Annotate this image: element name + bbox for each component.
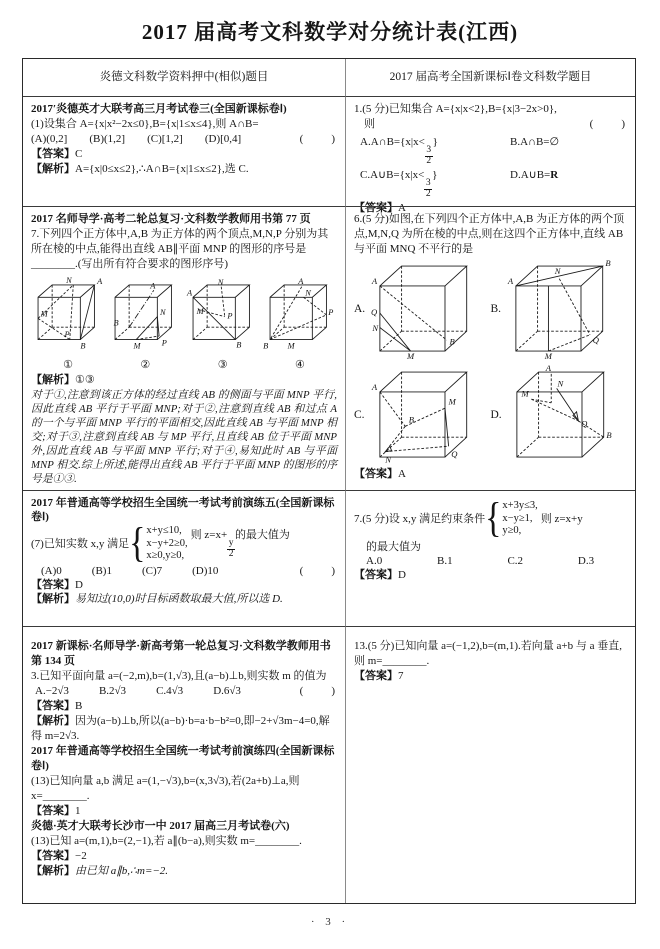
cube-diagram-3 [186, 274, 260, 354]
svg-text:N: N [160, 307, 166, 317]
options-line: A.−2√3 B.2√3 C.4√3 D.6√3 [35, 685, 241, 697]
source-line: 2017′炎德英才大联考高三月考试卷三(全国新课标卷Ⅰ) [31, 103, 287, 115]
svg-text:B: B [80, 341, 86, 351]
svg-text:N: N [217, 277, 223, 287]
cell-r3-right [345, 490, 635, 626]
cube-option-d [491, 363, 628, 467]
question-text: (13)已知向量 a,b 满足 a=(1,−√3),b=(x,3√3),若(2a+b)⊥a,则 x=________. [31, 775, 300, 802]
svg-text:Q: Q [371, 306, 378, 317]
analysis-line: 【解析】由已知 a∥b,∴m=−2. [31, 865, 169, 877]
options-line: (A)(0,2] (B)(1,2] (C)[1,2] (D)[0,4] [31, 133, 242, 145]
svg-text:M: M [407, 351, 415, 362]
svg-text:M: M [521, 388, 529, 399]
question-text: 1.(5 分)已知集合 A={x|x<2},B={x|3−2x>0}, [354, 103, 557, 115]
svg-text:M: M [544, 351, 553, 362]
svg-text:B: B [449, 336, 455, 347]
source-line: 炎德·英才大联考长沙市一中 2017 届高三月考试卷(六) [31, 820, 290, 832]
answer-line: 【答案】−2 [31, 850, 87, 862]
header-left: 炎德文科数学资料押中(相似)题目 [99, 71, 269, 83]
figure-caption: ① [63, 359, 73, 371]
svg-text:A: A [507, 276, 514, 287]
options-row-ab: A.A∩B={x|x< $\frac{3}{2}$ } B.A∩B=∅ [360, 136, 560, 166]
analysis-line: 【解析】A={x|0≤x≤2},∴A∩B={x|1≤x≤2},选 C. [31, 163, 249, 175]
figure-caption: B. [490, 302, 502, 315]
cube-figure-2 [108, 274, 182, 372]
cube-figures [354, 257, 627, 467]
source-line: 2017 名师导学·高考二轮总复习·文科数学教师用书第 77 页 [31, 213, 311, 225]
cube-diagram-c [367, 363, 485, 467]
cube-figure-1 [31, 274, 105, 372]
analysis-line: 【解析】易知过(10,0)时目标函数取最大值,所以选 D. [31, 592, 283, 605]
svg-text:M: M [40, 309, 48, 319]
svg-text:N: N [305, 288, 311, 298]
cube-diagram-1 [31, 274, 105, 354]
svg-text:P: P [162, 338, 168, 348]
cube-diagram-2 [108, 274, 182, 354]
question-text: 6.(5 分)如图,在下列四个正方体中,A,B 为正方体的两个顶点,M,N,Q 为所在棱的中点,则在这四个正方体中,直线 AB 与平面 MNQ 不平行的是 [354, 213, 625, 255]
figure-caption: ④ [295, 359, 305, 371]
page-title: 2017 届高考文科数学对分统计表(江西) [141, 20, 519, 44]
options-line: (A)0 (B)1 (C)7 (D)10 [41, 564, 219, 577]
svg-text:Q: Q [450, 449, 458, 460]
svg-text:B: B [263, 341, 269, 351]
svg-text:Q: Q [592, 334, 599, 345]
svg-text:P: P [64, 329, 70, 339]
svg-text:M: M [287, 341, 295, 351]
cell-r1-right [345, 96, 635, 214]
question-text: 13.(5 分)已知向量 a=(−1,2),b=(m,1).若向量 a+b 与 a 垂直,则 m=________. [354, 640, 622, 667]
analysis-line: 【解析】①③ [31, 374, 95, 386]
cube-diagram-b [503, 257, 621, 361]
answer-line: 【答案】A [354, 468, 406, 480]
source-line: 2017 新课标·名师导学·新高考第一轮总复习·文科数学教师用书第 134 页 [31, 640, 331, 667]
figure-caption: A. [354, 302, 366, 315]
svg-text:B: B [606, 430, 612, 441]
svg-text:N: N [384, 454, 391, 465]
choice-paren: ( ) [299, 564, 337, 577]
answer-line: 【答案】D [31, 578, 83, 591]
analysis-line: 【解析】因为(a−b)⊥b,所以(a−b)·b=a·b−b²=0,即−2+√3m−4=0,解得 m=2√3. [31, 715, 330, 742]
svg-text:P: P [328, 307, 334, 317]
answer-line: 【答案】B [31, 700, 83, 712]
svg-text:M: M [133, 341, 141, 351]
svg-text:A: A [186, 288, 192, 298]
svg-text:B: B [605, 258, 611, 269]
page-number: · 3 · [310, 916, 350, 928]
options-line: A.0 B.1 C.2 D.3 [366, 554, 595, 567]
analysis-paragraph: 对于①,注意到该正方体的经过直线 AB 的侧面与平面 MNP 平行,因此直线 AB 平行于平面 MNP;对于②,注意到直线 AB 和过点 A 的一个与平面 MNP 平行的平面相交,因此直线 AB 与平面 MNP 相交;对于③,注意到直线 AB 与 MP 平行,且直线 AB 位于平面 MNP 外,因此直线 AB 与平面 MNP 平行;对于④,易知此时 AB 与平面 MNP 相交.综上所述,能得出直线 AB 平行于平面 MNP 的图形的序号是①③. [31, 389, 337, 485]
cube-option-b [491, 257, 628, 361]
header-right: 2017 届高考全国新课标Ⅰ卷文科数学题目 [345, 59, 635, 96]
svg-text:A: A [372, 276, 378, 287]
svg-text:P: P [227, 311, 233, 321]
brace: { [129, 520, 146, 567]
svg-text:A: A [545, 363, 551, 374]
figure-caption: C. [354, 408, 365, 421]
cell-r1-left [23, 96, 345, 206]
choice-paren: ( ) [299, 685, 337, 697]
svg-text:A: A [97, 277, 103, 287]
svg-text:B: B [408, 414, 414, 425]
question-text: (13)已知 a=(m,1),b=(2,−1),若 a∥(b−a),则实数 m=________. [31, 835, 302, 847]
question-text: 3.已知平面向量 a=(−2,m),b=(1,√3),且(a−b)⊥b,则实数 m 的值为 ( ) [31, 670, 337, 697]
svg-text:N: N [372, 323, 379, 334]
figure-caption: ② [140, 359, 151, 371]
answer-line: 【答案】7 [354, 670, 404, 682]
choice-paren: ( ) [299, 133, 337, 145]
options-row-cd: C.A∪B={x|x< $\frac{3}{2}$ } D.A∪B=R [360, 169, 559, 199]
svg-text:M: M [448, 396, 456, 407]
answer-line: 【答案】1 [31, 805, 81, 817]
cell-r2-left [23, 206, 345, 490]
cell-r2-right [345, 206, 635, 490]
cube-diagram-a [367, 257, 485, 361]
figure-caption: ③ [217, 359, 228, 371]
svg-text:Q: Q [580, 418, 587, 429]
cube-figures [31, 274, 337, 372]
question-text: 7.下列四个正方体中,A,B 为正方体的两个顶点,M,N,P 分别为其所在棱的中点,能得出直线 AB∥平面 MNP 的图形的序号是________.(写出所有符合要求的图形序号) [31, 228, 329, 270]
paren-line: 则 ( ) [364, 118, 627, 130]
svg-text:A: A [150, 281, 156, 291]
figure-caption: D. [490, 408, 502, 421]
svg-text:B: B [113, 318, 119, 328]
svg-text:A: A [298, 277, 304, 287]
brace: { [485, 495, 502, 542]
cell-r3-left [23, 490, 345, 626]
cell-r4-right [345, 626, 635, 903]
source-line: 2017 年普通高等学校招生全国统一考试考前演练四(全国新课标卷Ⅰ) [31, 745, 335, 772]
svg-text:N: N [554, 266, 561, 277]
cube-figure-4 [263, 274, 337, 372]
source-line: 2017 年普通高等学校招生全国统一考试考前演练五(全国新课标卷Ⅰ) [31, 497, 335, 523]
cell-r4-left [23, 626, 345, 903]
svg-text:N: N [557, 378, 563, 389]
svg-text:N: N [66, 276, 72, 286]
question-text: 的最大值为 [366, 540, 421, 553]
cube-option-a [354, 257, 491, 361]
answer-line: 【答案】A [354, 202, 406, 214]
cube-diagram-4 [263, 274, 337, 354]
svg-text:B: B [235, 340, 241, 350]
constraint-system: 7.(5 分)设 x,y 满足约束条件 { x+3y≤3, x−y≥1, y≥0, 则 z=x+y [354, 495, 583, 542]
cube-option-c [354, 363, 491, 467]
comparison-table [22, 58, 636, 904]
cube-figure-3 [186, 274, 260, 372]
choice-paren: ( ) [589, 118, 627, 130]
constraint-system: (7)已知实数 x,y 满足 { x+y≤10, x−y+2≥0, x≥0,y≥0, 则 z=x+ $\frac{y}{2}$ 的最大值为 [31, 520, 290, 567]
answer-line: 【答案】C [31, 148, 83, 160]
cube-diagram-d [504, 363, 622, 467]
svg-text:M: M [196, 307, 204, 316]
svg-text:A: A [371, 382, 377, 393]
answer-line: 【答案】D [354, 568, 406, 581]
question-text: (1)设集合 A={x|x²−2x≤0},B={x|1≤x≤4},则 A∩B= [31, 118, 259, 130]
